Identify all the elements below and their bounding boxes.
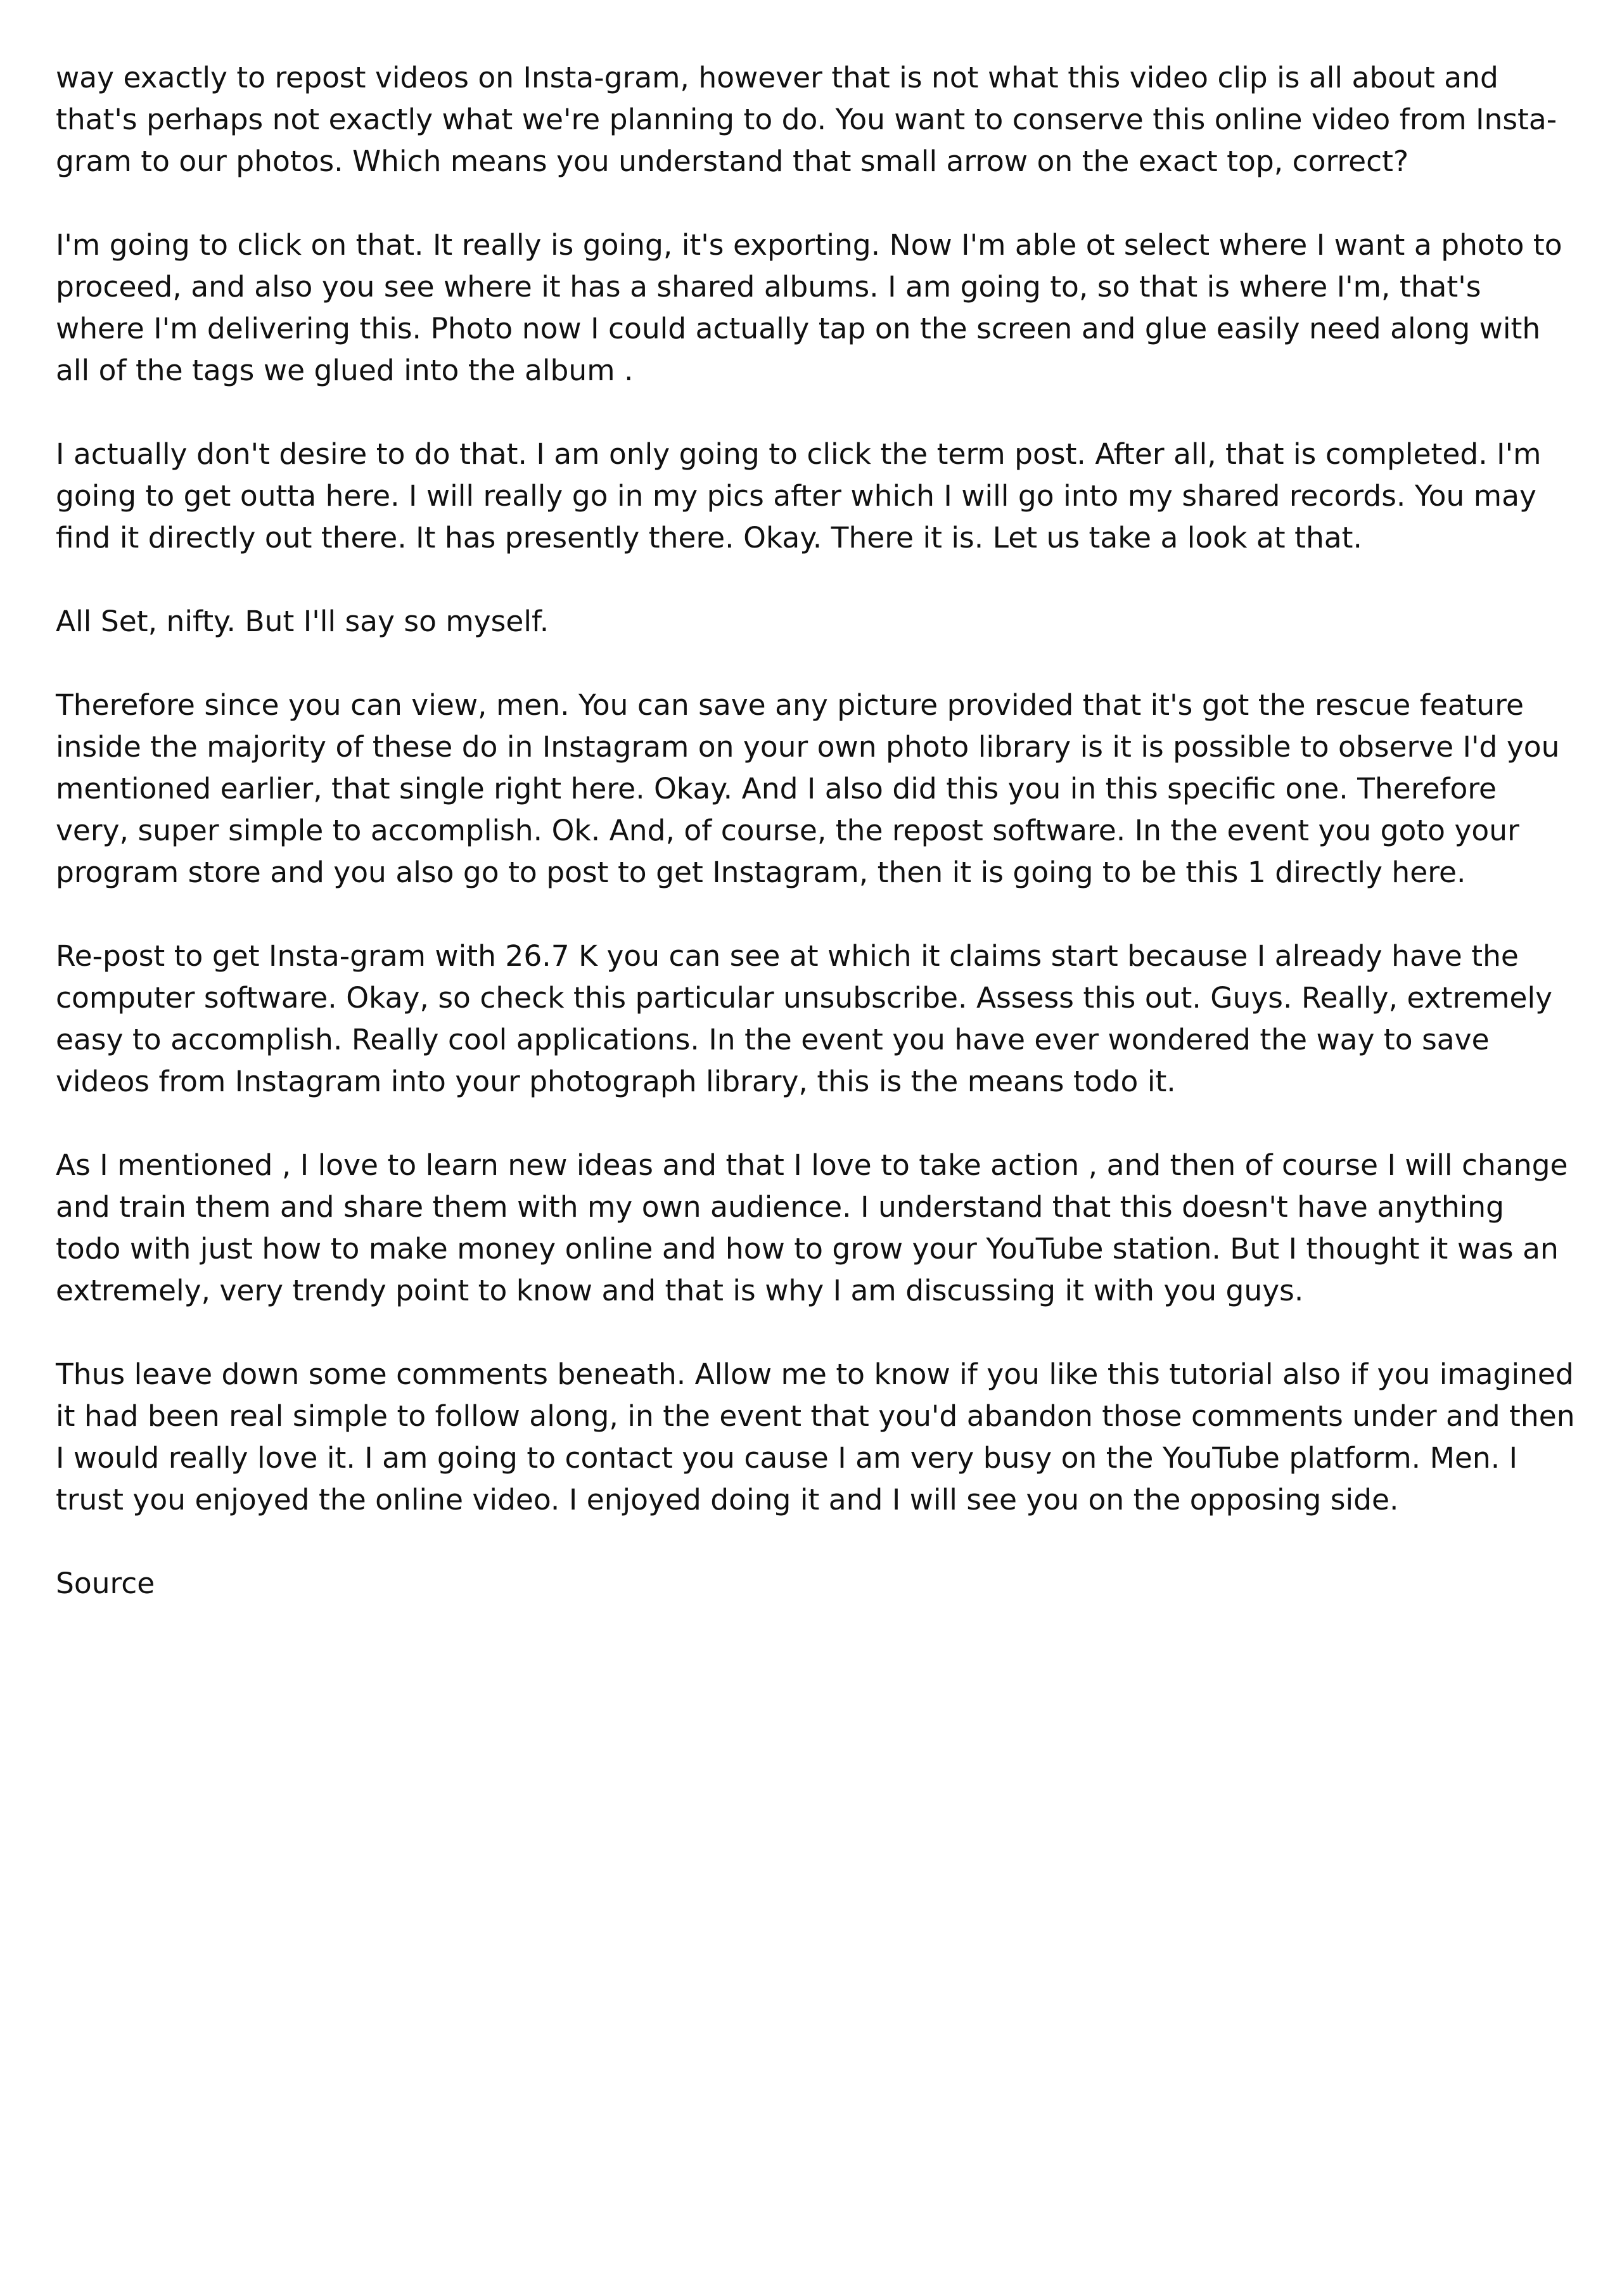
paragraph-comments: Thus leave down some comments beneath. Allow me to know if you like this tutorial also if you imagined it had been real simple to follow along, in the event that you'd abandon those comments under and then I would really love it. I am going to contact you cause I am very busy on the YouTube platform. Men. I trust you enjoyed the online video. I enjoyed doing it and I will see you on the opposing side. bbox=[56, 1357, 1575, 1517]
source-label: Source bbox=[56, 1567, 155, 1600]
paragraph-post: I actually don't desire to do that. I am only going to click the term post. After all, that is completed. I'm going to get outta here. I will really go in my pics after which I will go into my shared records. You may find it directly out there. It has presently there. Okay. There it is. Let us take a look at that. bbox=[56, 437, 1542, 555]
paragraph-exporting: I'm going to click on that. It really is going, it's exporting. Now I'm able ot select where I want a photo to proceed, and also you see where it has a shared albums. I am going to, so that is where I'm, that's where I'm delivering this. Photo now I could actually tap on the screen and glue easily need along with all of the tags we glued into the album . bbox=[56, 228, 1562, 387]
paragraph-save-picture: Therefore since you can view, men. You can save any picture provided that it's got the rescue feature inside the majority of these do in Instagram on your own photo library is it is possible to observe I'd you mentioned earlier, that single right here. Okay. And I also did this you in this specific one. Therefore very, super simple to accomplish. Ok. And, of course, the repost software. In the event you goto your program store and you also go to post to get Instagram, then it is going to be this 1 directly here. bbox=[56, 688, 1560, 889]
paragraph-nifty: All Set, nifty. But I'll say so myself. bbox=[56, 605, 549, 638]
paragraph-mentioned: As I mentioned , I love to learn new ideas and that I love to take action , and then of course I will change and train them and share them with my own audience. I understand that this doesn't have anything todo with just how to make money online and how to grow your YouTube station. But I thought it was an extremely, very trendy point to know and that is why I am discussing it with you guys. bbox=[56, 1148, 1568, 1307]
document-body bbox=[56, 57, 1576, 1605]
paragraph-repost-app: Re-post to get Insta-gram with 26.7 K you can see at which it claims start because I already have the computer software. Okay, so check this particular unsubscribe. Assess this out. Guys. Really, extremely easy to accomplish. Really cool applications. In the event you have ever wondered the way to save videos from Instagram into your photograph library, this is the means todo it. bbox=[56, 939, 1553, 1098]
paragraph-intro: way exactly to repost videos on Insta-gram, however that is not what this video clip is all about and that's perhaps not exactly what we're planning to do. You want to conserve this online video from Insta-gram to our photos. Which means you understand that small arrow on the exact top, correct? bbox=[56, 61, 1557, 178]
